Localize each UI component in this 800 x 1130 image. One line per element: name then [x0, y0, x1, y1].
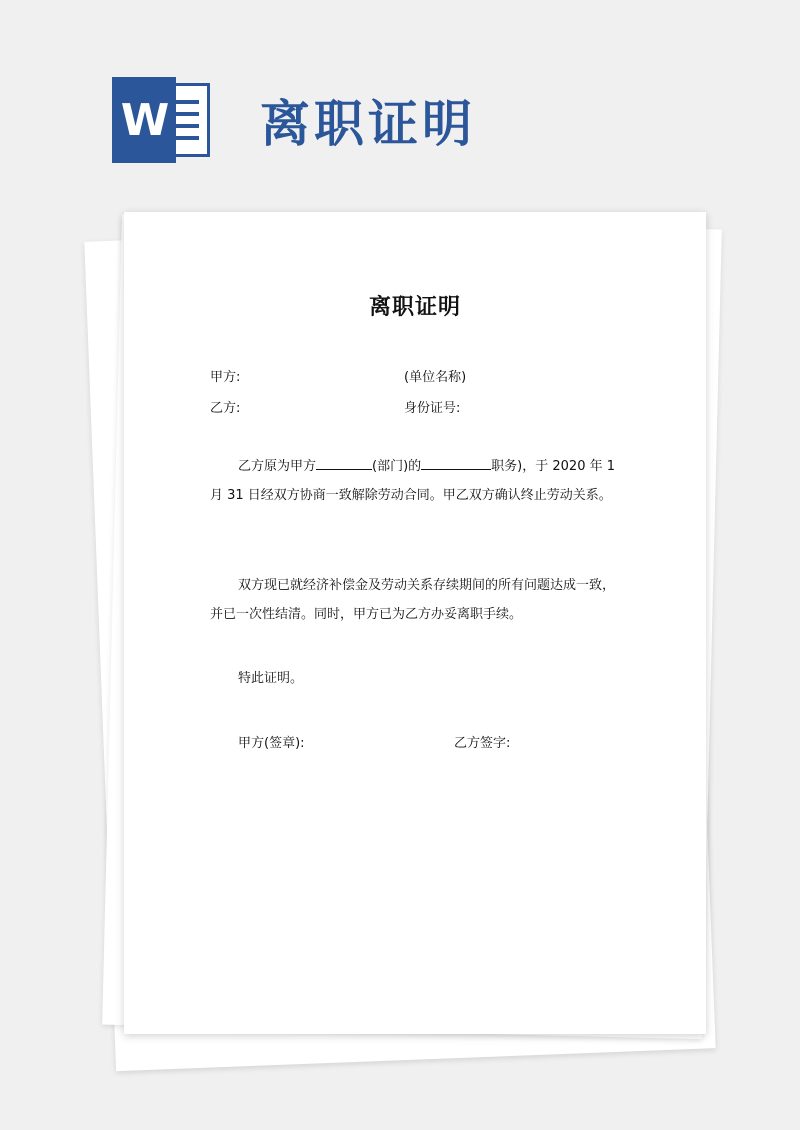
header — [112, 70, 476, 170]
party-a-row — [210, 366, 467, 385]
word-letter: W — [112, 77, 176, 163]
document-title: 离职证明 — [368, 295, 461, 320]
party-a-signature-label: 甲方(签章): — [238, 736, 305, 751]
paragraph-termination: 乙方原为甲方 (部门)的 职务)，于 2020 年 1 月 31 日经双方协商一致解除劳动合同。甲乙双方确认终止劳动关系。 — [210, 452, 624, 510]
paragraph-settlement: 双方现已就经济补偿金及劳动关系存续期间的所有问题达成一致，并已一次性结清。同时，甲方已为乙方办妥离职手续。 — [210, 578, 616, 622]
party-b-label: 乙方: — [210, 401, 241, 416]
signature-row — [238, 732, 638, 751]
paragraph-certification: 特此证明。 — [238, 671, 304, 686]
party-b-signature-label: 乙方签字: — [454, 736, 511, 751]
party-a-label: 甲方: — [210, 370, 241, 385]
department-blank — [316, 455, 372, 470]
party-a-hint: (单位名称) — [404, 370, 467, 385]
position-blank — [421, 455, 491, 470]
party-b-row — [210, 397, 461, 416]
document-page — [124, 212, 706, 1034]
word-icon — [112, 77, 212, 163]
header-title: 离职证明 — [260, 95, 476, 153]
id-number-label: 身份证号: — [404, 401, 461, 416]
